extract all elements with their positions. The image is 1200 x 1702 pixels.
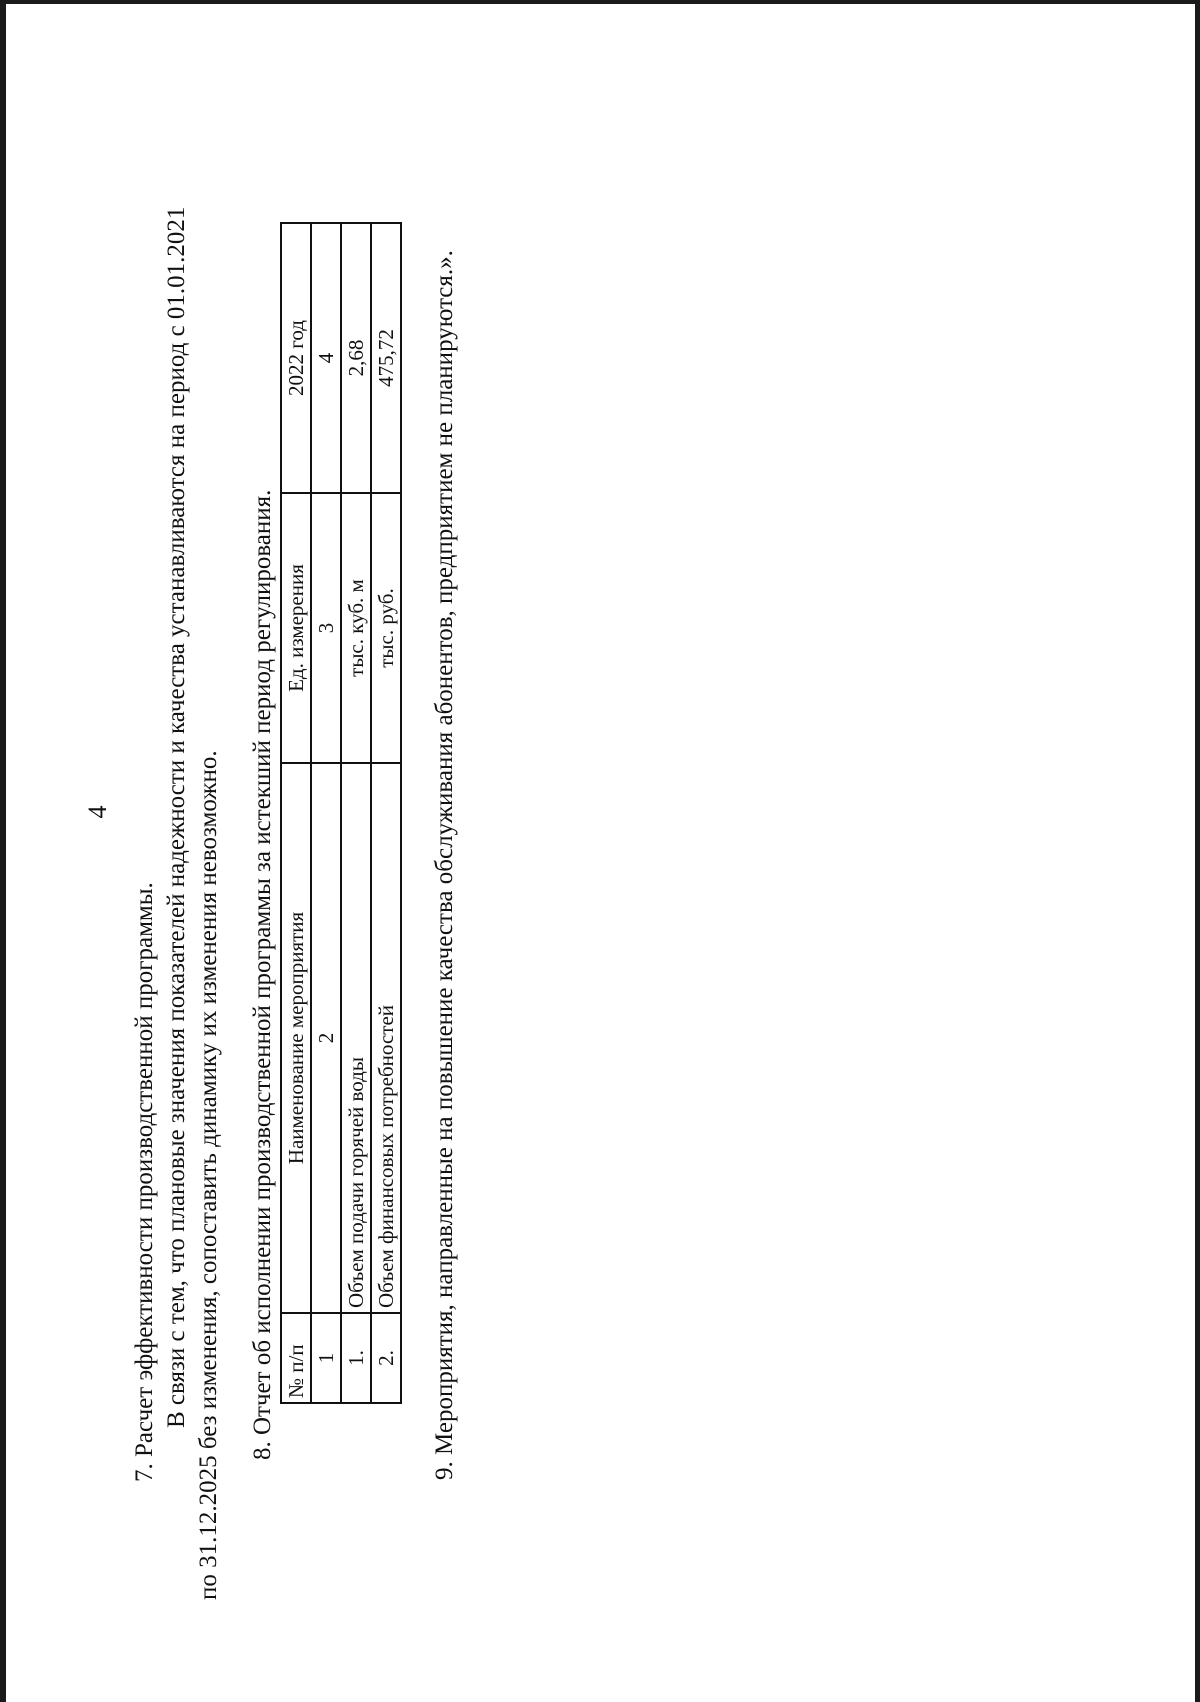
section-9-text: 9. Мероприятия, направленные на повышение качества обслуживания абонентов, предприятием не планируются.». (431, 250, 458, 1480)
numbering-cell: 2 (311, 763, 341, 1313)
scan-edge-top (0, 0, 1200, 4)
scan-edge-right (1195, 0, 1200, 1702)
row-unit: тыс. куб. м (341, 493, 371, 763)
scan-edge-left (0, 0, 6, 1702)
header-number: № п/п (281, 1313, 311, 1403)
numbering-cell: 4 (311, 223, 341, 493)
numbering-cell: 1 (311, 1313, 341, 1403)
document-body (130, 100, 510, 1600)
table-numbering-row (311, 223, 341, 1403)
page-number: 4 (83, 805, 112, 819)
row-number: 1. (341, 1313, 371, 1403)
row-event-name: Объем подачи горячей воды (341, 763, 371, 1313)
section-8-heading: 8. Отчет об исполнении производственной программы за истекший период регулирования. (249, 489, 276, 1460)
table-row (371, 223, 401, 1403)
section-7-text-line-1: В связи с тем, что плановые значения показателей надежности и качества устанавливаются на период с 01.01.2021 (163, 206, 190, 1428)
header-year: 2022 год (281, 223, 311, 493)
table-row (341, 223, 371, 1403)
header-event-name: Наименование мероприятия (281, 763, 311, 1313)
section-7-heading: 7. Расчет эффективности производственной программы. (131, 882, 158, 1482)
table-header-row (281, 223, 311, 1403)
row-event-name: Объем финансовых потребностей (371, 763, 401, 1313)
section-7-text-line-2: по 31.12.2025 без изменения, сопоставить динамику их изменения невозможно. (195, 750, 222, 1600)
row-number: 2. (371, 1313, 401, 1403)
row-value: 475,72 (371, 223, 401, 493)
report-table (280, 222, 402, 1404)
header-unit: Ед. измерения (281, 493, 311, 763)
row-value: 2,68 (341, 223, 371, 493)
row-unit: тыс. руб. (371, 493, 401, 763)
numbering-cell: 3 (311, 493, 341, 763)
